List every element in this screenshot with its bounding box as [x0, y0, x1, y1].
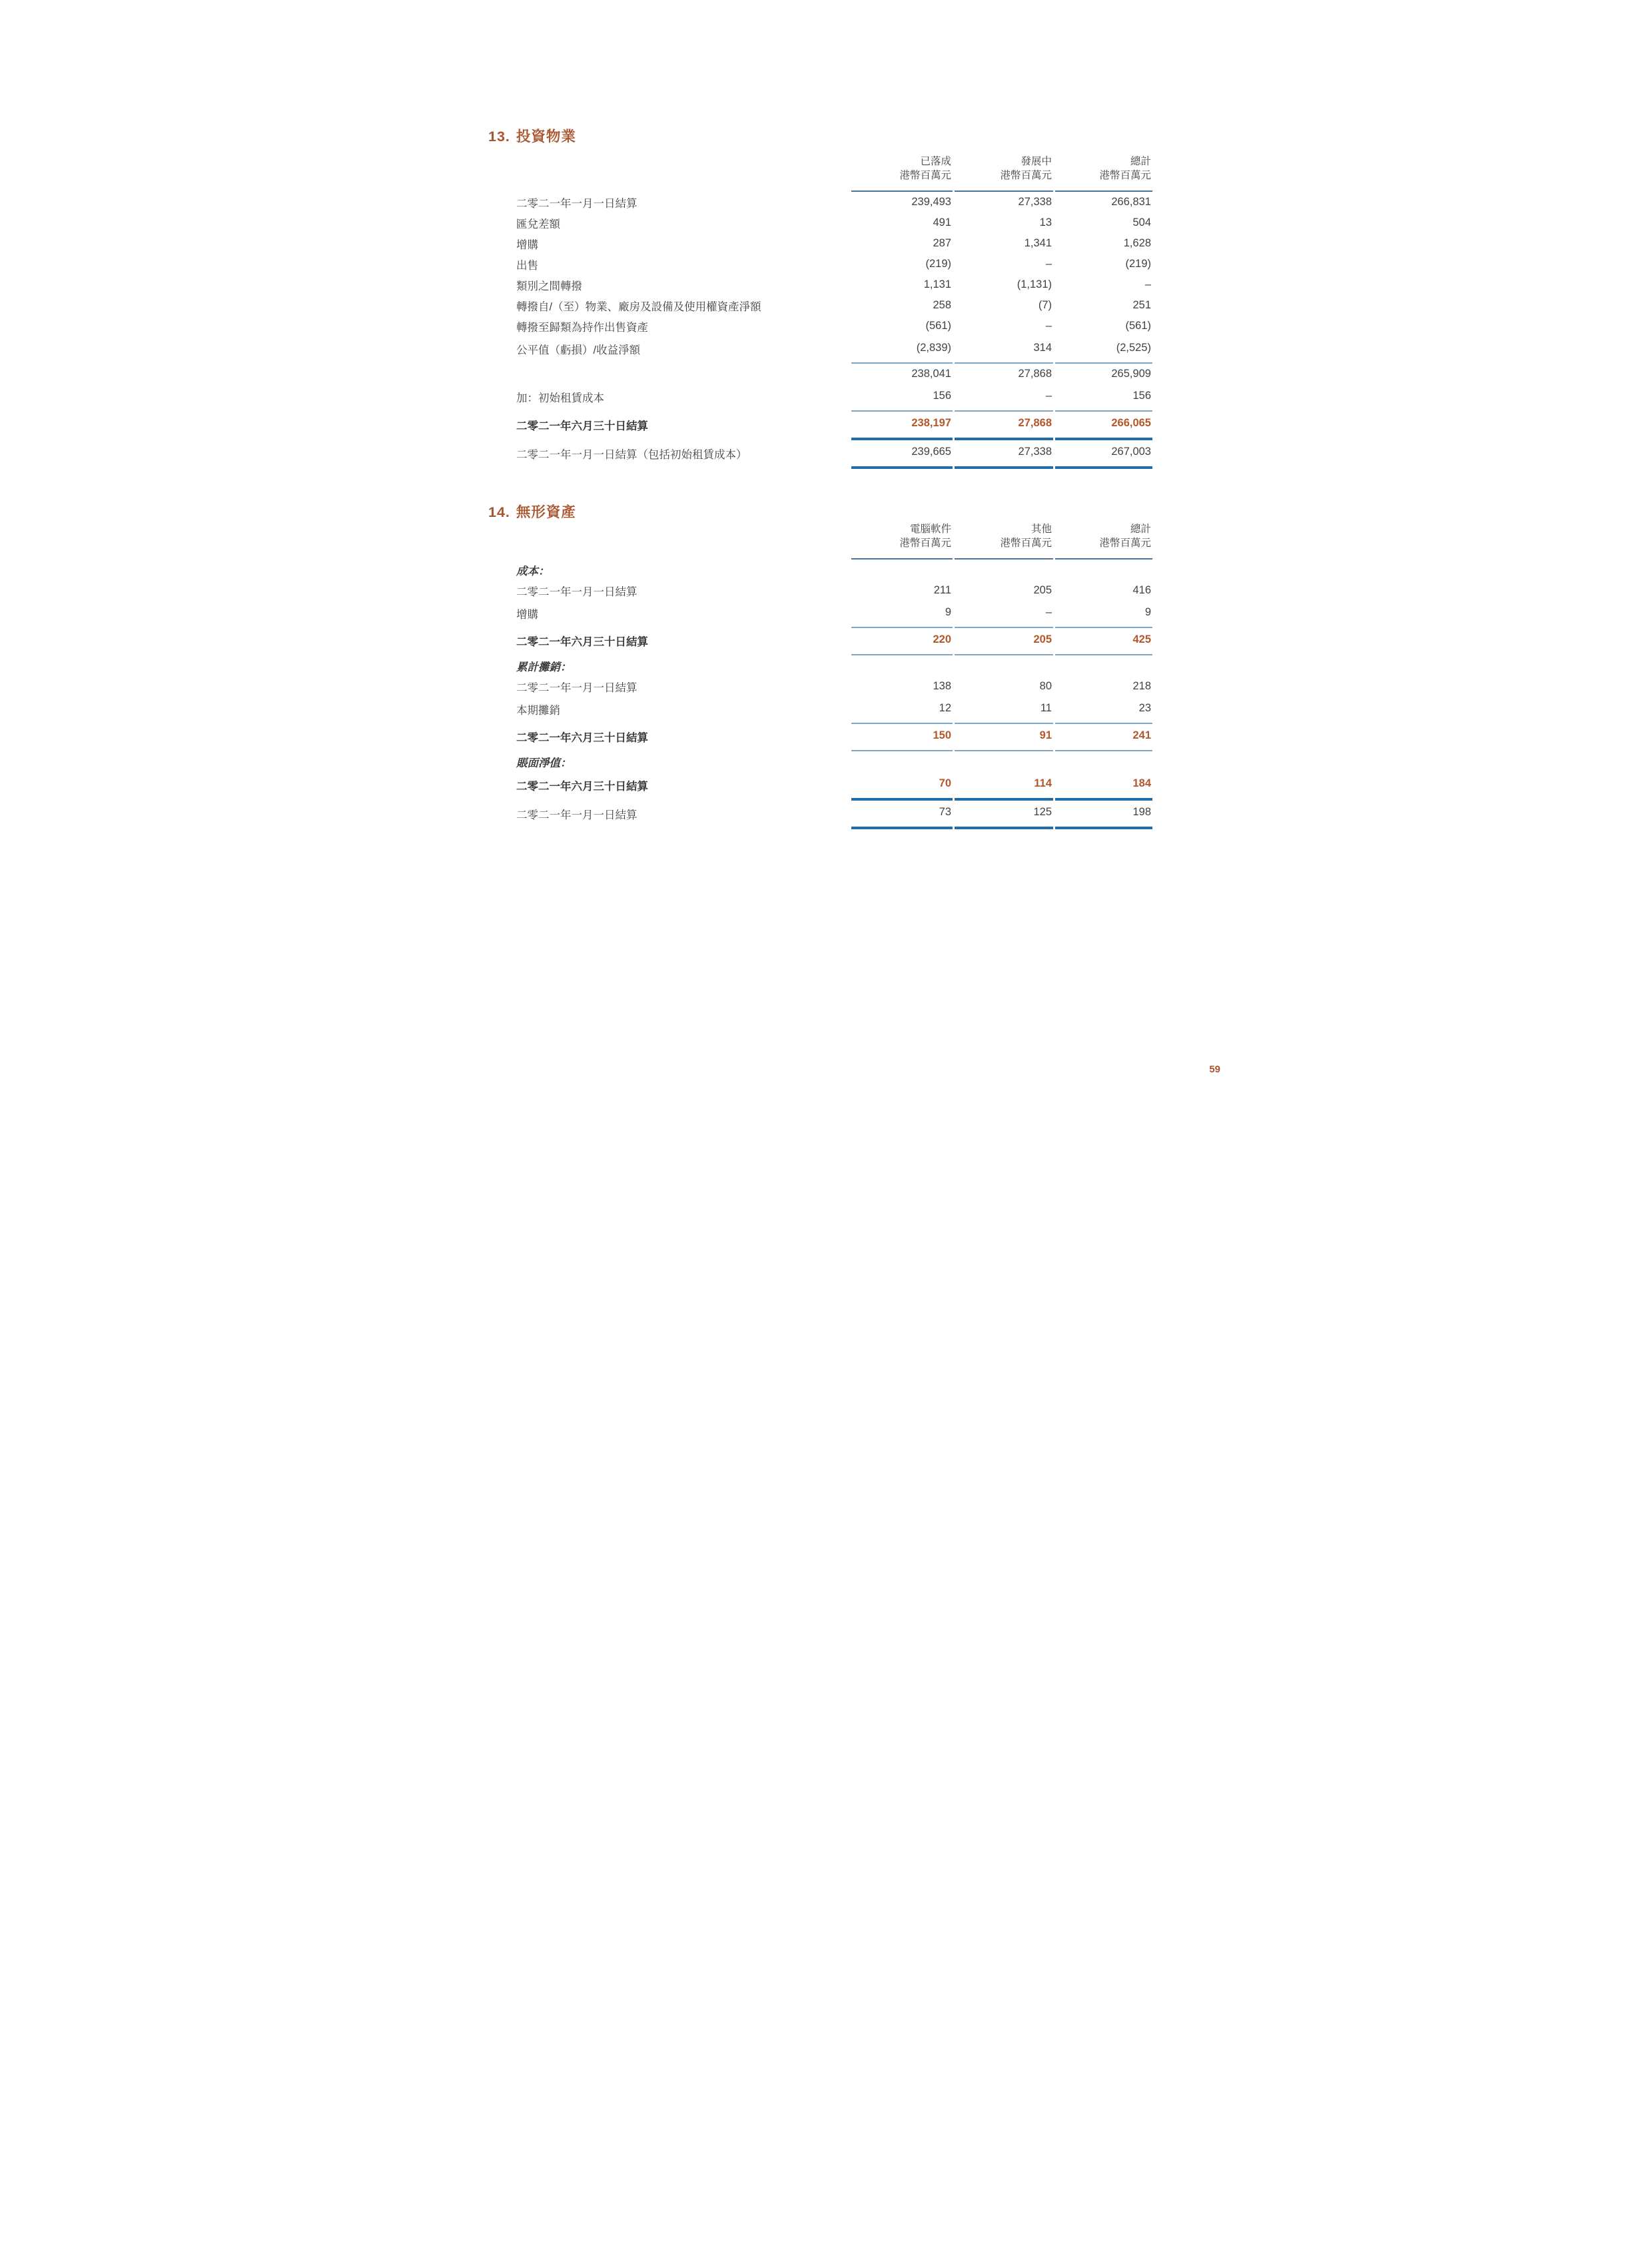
header-row — [515, 520, 1152, 560]
row-value: 205 — [1033, 584, 1052, 596]
table-row — [515, 316, 1152, 336]
row-value: 150 — [851, 724, 953, 751]
row-label: 二零二一年一月一日結算 — [516, 585, 637, 598]
row-value — [1055, 751, 1152, 772]
row-value: 80 — [1039, 680, 1052, 692]
row-value: 125 — [955, 801, 1053, 829]
row-value: (561) — [925, 320, 951, 332]
column-unit: 港幣百萬元 — [1099, 170, 1151, 181]
row-value: (2,839) — [851, 336, 953, 364]
section-number: 14. — [488, 504, 510, 520]
row-value: 1,131 — [923, 278, 951, 290]
header-label-cell — [515, 520, 849, 560]
table-row — [515, 384, 1152, 412]
row-value: – — [1045, 258, 1052, 270]
header-label-cell — [515, 152, 849, 192]
row-value: 11 — [955, 697, 1053, 724]
row-value: – — [955, 601, 1053, 628]
row-value: 12 — [851, 697, 953, 724]
row-value: 9 — [851, 601, 953, 628]
row-value: 266,065 — [1055, 412, 1152, 440]
header-column-others — [955, 520, 1053, 560]
row-label: 二零二一年一月一日結算 — [516, 681, 637, 694]
row-value — [851, 560, 953, 580]
row-value: 220 — [851, 628, 953, 655]
row-value: 114 — [955, 772, 1053, 801]
row-value: 91 — [955, 724, 1053, 751]
section-number: 13. — [488, 129, 510, 145]
column-name: 發展中 — [1021, 156, 1052, 167]
row-label: 二零二一年六月三十日結算 — [516, 780, 648, 793]
table-row — [515, 440, 1152, 469]
row-value: 239,493 — [911, 196, 951, 208]
row-value: (7) — [1038, 299, 1052, 311]
row-value: 138 — [933, 680, 951, 692]
table-row — [515, 233, 1152, 254]
row-value: 205 — [955, 628, 1053, 655]
page-number: 59 — [1209, 1064, 1220, 1075]
investment-properties-table — [513, 152, 1154, 469]
group-header-row — [515, 655, 1152, 676]
row-value — [955, 751, 1053, 772]
table-row — [515, 212, 1152, 233]
row-label: 轉撥自/（至）物業、廠房及設備及使用權資產淨額 — [516, 300, 761, 313]
table-row — [515, 772, 1152, 801]
row-label: 二零二一年六月三十日結算 — [516, 635, 648, 648]
row-label: 轉撥至歸類為持作出售資產 — [516, 321, 648, 334]
row-value: 239,665 — [851, 440, 953, 469]
report-page — [413, 0, 1239, 1121]
table-row — [515, 192, 1152, 212]
group-header-row — [515, 751, 1152, 772]
row-value: 156 — [851, 384, 953, 412]
table-row — [515, 336, 1152, 364]
row-label: 二零二一年一月一日結算 — [516, 197, 637, 210]
row-value: 251 — [1132, 299, 1151, 311]
row-value — [955, 655, 1053, 676]
row-value: – — [955, 384, 1053, 412]
row-value: 1,628 — [1123, 237, 1151, 249]
table-row — [515, 364, 1152, 384]
row-value — [851, 751, 953, 772]
row-label: 二零二一年一月一日結算 — [516, 809, 637, 821]
row-value: 491 — [933, 216, 951, 228]
row-label: 加：初始租賃成本 — [516, 392, 604, 404]
row-value: (219) — [925, 258, 951, 270]
table-row — [515, 254, 1152, 274]
table-row — [515, 724, 1152, 751]
table-body — [515, 192, 1152, 469]
row-label: 本期攤銷 — [516, 704, 560, 717]
row-value: (2,525) — [1055, 336, 1152, 364]
row-label: 累計攤銷： — [516, 661, 572, 673]
table-row — [515, 676, 1152, 697]
row-label: 匯兌差額 — [516, 218, 560, 230]
row-label: 二零二一年六月三十日結算 — [516, 731, 648, 744]
row-label: 增購 — [516, 238, 538, 251]
row-label: 賬面淨值： — [516, 757, 572, 769]
header-column-completed — [851, 152, 953, 192]
row-value — [1055, 655, 1152, 676]
row-value: 265,909 — [1111, 368, 1151, 380]
header-row — [515, 152, 1152, 192]
row-value — [955, 560, 1053, 580]
column-name: 總計 — [1130, 524, 1151, 535]
row-value: 266,831 — [1111, 196, 1151, 208]
row-value: 211 — [933, 584, 951, 596]
column-unit: 港幣百萬元 — [899, 538, 951, 549]
column-name: 其他 — [1031, 524, 1052, 535]
row-value: 258 — [933, 299, 951, 311]
row-value: 238,041 — [911, 368, 951, 380]
row-value: 416 — [1132, 584, 1151, 596]
table-header — [515, 152, 1152, 192]
row-value: 241 — [1055, 724, 1152, 751]
section-13-heading — [488, 125, 576, 146]
table-row — [515, 274, 1152, 295]
row-value: 73 — [851, 801, 953, 829]
row-value: 504 — [1132, 216, 1151, 228]
row-value: (219) — [1125, 258, 1151, 270]
row-value: 425 — [1055, 628, 1152, 655]
header-column-total — [1055, 152, 1152, 192]
section-title: 無形資產 — [516, 504, 576, 520]
section-title: 投資物業 — [516, 129, 576, 145]
row-value: 27,868 — [1018, 368, 1052, 380]
row-value: 23 — [1055, 697, 1152, 724]
row-label: 類別之間轉撥 — [516, 280, 582, 292]
row-value: 27,338 — [955, 440, 1053, 469]
row-value: 218 — [1132, 680, 1151, 692]
row-value: 27,868 — [955, 412, 1053, 440]
intangible-assets-table — [513, 520, 1154, 829]
row-label — [515, 364, 849, 384]
table-row — [515, 628, 1152, 655]
row-value: 184 — [1055, 772, 1152, 801]
table-row — [515, 801, 1152, 829]
row-label: 公平值（虧損）/收益淨額 — [516, 344, 641, 356]
row-label: 二零二一年六月三十日結算 — [516, 420, 648, 432]
row-value: 13 — [1039, 216, 1052, 228]
header-column-total — [1055, 520, 1152, 560]
table-body — [515, 560, 1152, 829]
column-unit: 港幣百萬元 — [1000, 170, 1052, 181]
row-value: 267,003 — [1055, 440, 1152, 469]
row-value: (1,131) — [1017, 278, 1052, 290]
table-row — [515, 580, 1152, 601]
row-value: 1,341 — [1024, 237, 1052, 249]
column-unit: 港幣百萬元 — [899, 170, 951, 181]
row-value: 287 — [933, 237, 951, 249]
row-value: 9 — [1055, 601, 1152, 628]
header-column-computer-software — [851, 520, 953, 560]
table-row — [515, 295, 1152, 316]
section-14-heading — [488, 501, 576, 522]
table-row — [515, 412, 1152, 440]
column-name: 電腦軟件 — [909, 524, 951, 535]
row-label: 二零二一年一月一日結算（包括初始租賃成本） — [516, 448, 747, 461]
table-row — [515, 601, 1152, 628]
row-value: 238,197 — [851, 412, 953, 440]
row-value: 27,338 — [1018, 196, 1052, 208]
column-name: 總計 — [1130, 156, 1151, 167]
row-label: 增購 — [516, 608, 538, 621]
row-value — [851, 655, 953, 676]
row-value: 198 — [1055, 801, 1152, 829]
row-value — [1055, 560, 1152, 580]
row-value: 156 — [1055, 384, 1152, 412]
table-header — [515, 520, 1152, 560]
row-value: – — [1045, 320, 1052, 332]
column-name: 已落成 — [920, 156, 951, 167]
column-unit: 港幣百萬元 — [1000, 538, 1052, 549]
table-row — [515, 697, 1152, 724]
row-value: – — [1144, 278, 1151, 290]
column-unit: 港幣百萬元 — [1099, 538, 1151, 549]
row-label: 成本： — [516, 565, 550, 577]
group-header-row — [515, 560, 1152, 580]
row-value: (561) — [1125, 320, 1151, 332]
row-value: 314 — [955, 336, 1053, 364]
header-column-under-development — [955, 152, 1053, 192]
row-label: 出售 — [516, 259, 538, 272]
row-value: 70 — [851, 772, 953, 801]
